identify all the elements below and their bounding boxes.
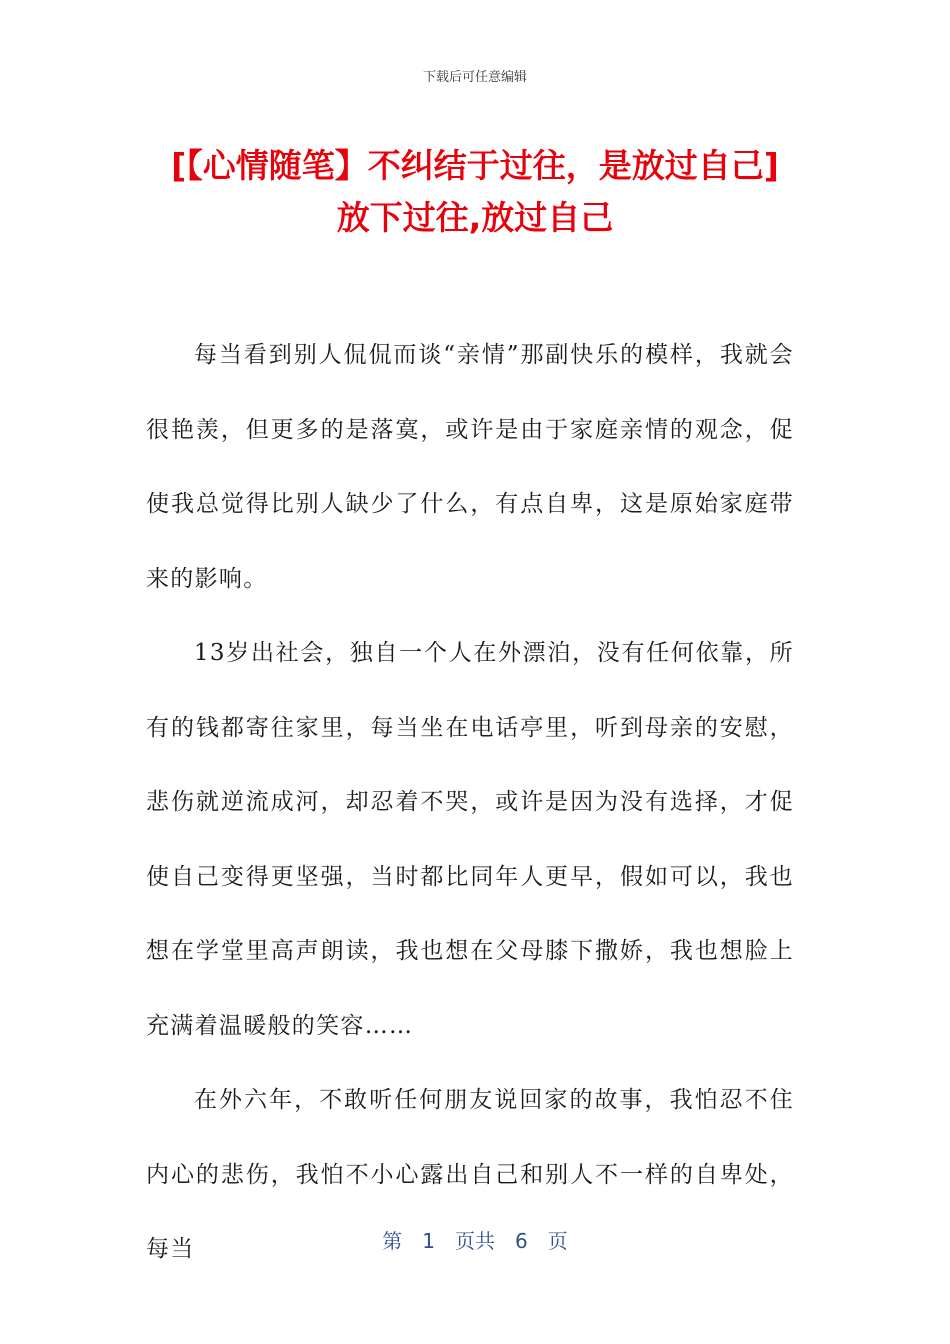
footer-suffix: 页 xyxy=(547,1229,568,1253)
title-line-1: [【心情随笔】不纠结于过往，是放过自己] xyxy=(171,146,779,185)
footer-page-number: 1 xyxy=(422,1229,435,1253)
page-header-note: 下载后可任意编辑 xyxy=(422,70,527,85)
footer-total-pages: 6 xyxy=(515,1229,528,1253)
paragraph-3: 在外六年，不敢听任何朋友说回家的故事，我怕忍不住内心的悲伤，我怕不小心露出自己和别人不一样的自卑处，每当 xyxy=(146,1087,794,1262)
footer-middle: 页共 xyxy=(455,1229,495,1253)
document-body xyxy=(146,318,794,1287)
footer-prefix: 第 xyxy=(382,1229,403,1253)
page-footer xyxy=(0,1225,950,1254)
document-title xyxy=(130,140,820,244)
paragraph-1: 每当看到别人侃侃而谈“亲情”那副快乐的模样，我就会很艳羡，但更多的是落寞，或许是由于家庭亲情的观念，促使我总觉得比别人缺少了什么，有点自卑，这是原始家庭带来的影响。 xyxy=(146,342,794,592)
title-line-2: 放下过往,放过自己 xyxy=(336,198,614,237)
paragraph-2: 13岁出社会，独自一个人在外漂泊，没有任何依靠，所有的钱都寄往家里，每当坐在电话亭里，听到母亲的安慰，悲伤就逆流成河，却忍着不哭，或许是因为没有选择，才促使自己变得更坚强，当时都比同年人更早，假如可以，我也想在学堂里高声朗读，我也想在父母膝下撒娇，我也想脸上充满着温暖般的笑容…… xyxy=(146,640,794,1039)
